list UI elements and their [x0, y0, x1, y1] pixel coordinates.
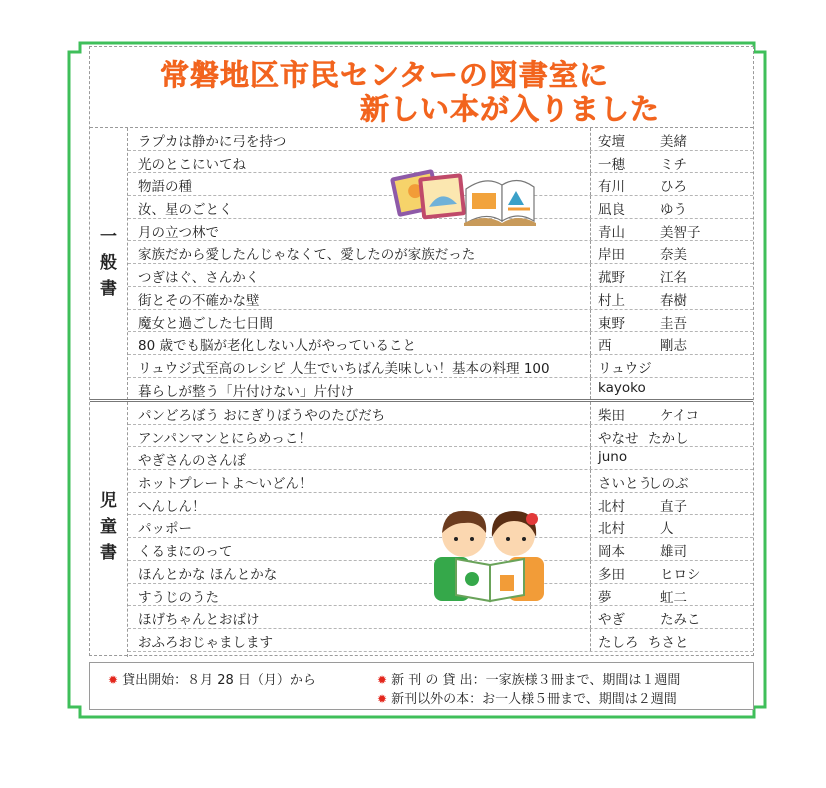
- book-author: [590, 198, 753, 220]
- author-family-name: 柴田: [598, 408, 625, 424]
- book-row: [128, 447, 753, 470]
- book-row: [128, 425, 753, 448]
- author-family-name: 多田: [598, 566, 625, 583]
- section-label-char: 般: [100, 253, 117, 273]
- author-given-name: 美智子: [660, 224, 701, 241]
- other-book-rule: [377, 688, 677, 707]
- book-row: [128, 241, 753, 264]
- author-given-name: ヒロシ: [660, 566, 701, 583]
- book-author: [590, 608, 753, 630]
- author-given-name: 江名: [660, 270, 687, 287]
- author-family-name: やなせ: [598, 430, 639, 447]
- book-title: くるまにのって: [138, 544, 233, 561]
- sun-icon: ✹: [377, 673, 388, 687]
- book-author: [590, 221, 753, 243]
- sun-icon: ✹: [108, 673, 119, 687]
- book-author: [590, 540, 753, 562]
- book-author: [590, 357, 753, 379]
- book-author: [590, 289, 753, 311]
- author-family-name: 菰野: [598, 270, 625, 287]
- book-row: [128, 287, 753, 310]
- author-given-name: 春樹: [660, 292, 687, 309]
- book-row: [128, 128, 753, 151]
- lending-start-text: 貸出開始：８月 28 日（月）から: [122, 673, 316, 688]
- book-list-panel: [89, 46, 754, 656]
- book-title: つぎはぐ、さんかく: [138, 270, 260, 287]
- author-given-name: ちさと: [648, 634, 689, 651]
- book-author: [590, 495, 753, 517]
- author-given-name: ゆう: [660, 202, 687, 219]
- author-given-name: ひろ: [660, 179, 687, 196]
- children-reading-illustration: [434, 507, 546, 607]
- author-family-name: 東野: [598, 315, 625, 332]
- book-title: ホットプレートよ～いどん！: [138, 476, 313, 493]
- book-title: ほげちゃんとおばけ: [138, 612, 260, 629]
- author-family-name: 一穂: [598, 156, 625, 173]
- book-author: [590, 130, 753, 152]
- book-title: へんしん！: [138, 498, 206, 515]
- book-title: ほんとかな ほんとかな: [138, 566, 278, 583]
- title-line-2: 新しい本が入りました: [360, 92, 661, 126]
- book-title: おふろおじゃまします: [138, 634, 273, 651]
- author-family-name: 岡本: [598, 544, 625, 561]
- book-author: [590, 243, 753, 265]
- author-given-name: 剛志: [660, 338, 687, 355]
- book-title: 月の立つ林で: [138, 224, 219, 241]
- book-title: すうじのうた: [138, 589, 219, 606]
- book-title: リュウジ式至高のレシピ 人生でいちばん美味しい！基本の料理 100: [138, 360, 550, 377]
- book-title: 魔女と過ごした七日間: [138, 315, 273, 332]
- author-given-name: 奈美: [660, 247, 687, 264]
- book-author: [590, 380, 753, 402]
- lending-start-note: [108, 669, 316, 688]
- author-family-name: たしろ: [598, 634, 639, 651]
- book-title: やぎさんのさんぽ: [138, 453, 246, 470]
- book-title: 暮らしが整う「片付けない」片付け: [138, 383, 354, 400]
- author-family-name: さいとう: [598, 476, 652, 493]
- book-row: [128, 402, 753, 425]
- book-title: 80 歳でも脳が老化しない人がやっていること: [138, 338, 416, 355]
- author-given-name: 虹二: [660, 589, 687, 606]
- title-line-1: 常磐地区市民センターの図書室に: [160, 58, 609, 92]
- author-given-name: たかし: [648, 430, 689, 447]
- author-family-name: リュウジ: [598, 360, 652, 377]
- book-author: [590, 427, 753, 449]
- book-author: [590, 586, 753, 608]
- author-given-name: 美緒: [660, 134, 687, 150]
- book-title: 家族だから愛したんじゃなくて、愛したのが家族だった: [138, 247, 476, 264]
- author-family-name: juno: [598, 449, 628, 466]
- section-label-char: 書: [100, 279, 117, 299]
- page-title: [90, 47, 753, 127]
- book-author: [590, 312, 753, 334]
- author-given-name: 圭吾: [660, 315, 687, 332]
- book-author: [590, 404, 753, 426]
- book-title: 街とその不確かな壁: [138, 292, 260, 309]
- section-label-char: 書: [100, 543, 117, 563]
- book-row: [128, 378, 753, 401]
- author-given-name: しのぶ: [648, 476, 689, 493]
- author-given-name: ケイコ: [660, 408, 700, 424]
- book-title: パッポー: [138, 521, 192, 538]
- author-family-name: 夢: [598, 589, 612, 606]
- book-author: [590, 153, 753, 175]
- author-family-name: 有川: [598, 179, 625, 196]
- author-given-name: たみこ: [660, 612, 701, 629]
- book-title: アンパンマンとにらめっこ！: [138, 430, 312, 447]
- book-row: [128, 606, 753, 629]
- book-author: [590, 175, 753, 197]
- book-title: ラプカは静かに弓を持つ: [138, 134, 287, 150]
- book-row: [128, 264, 753, 287]
- book-row: [128, 310, 753, 333]
- author-family-name: kayoko: [598, 379, 646, 396]
- sun-icon: ✹: [377, 692, 388, 706]
- new-book-rule: [377, 669, 680, 688]
- book-author: [590, 334, 753, 356]
- book-author: [590, 631, 753, 653]
- author-family-name: 青山: [598, 224, 625, 241]
- author-given-name: ミチ: [660, 156, 687, 173]
- author-family-name: 村上: [598, 292, 625, 309]
- book-title: 汝、星のごとく: [138, 202, 233, 219]
- children-books-section: [90, 399, 753, 657]
- author-given-name: 雄司: [660, 544, 687, 561]
- author-family-name: 凪良: [598, 202, 625, 219]
- book-author: [590, 563, 753, 585]
- book-title: パンどろぼう おにぎりぼうやのたびだち: [138, 408, 386, 424]
- book-row: [128, 629, 753, 652]
- book-title: 物語の種: [138, 179, 192, 196]
- book-author: [590, 449, 753, 471]
- lending-info-box: [89, 662, 754, 710]
- author-given-name: 直子: [660, 498, 687, 515]
- section-label-children: [90, 402, 128, 657]
- open-books-illustration: [386, 165, 538, 231]
- section-label-char: 一: [100, 227, 117, 247]
- book-row: [128, 470, 753, 493]
- author-family-name: 西: [598, 338, 612, 355]
- author-given-name: 人: [660, 521, 674, 538]
- author-family-name: 北村: [598, 521, 625, 538]
- author-family-name: 安壇: [598, 134, 625, 150]
- book-title: 光のとこにいてね: [138, 156, 246, 173]
- book-author: [590, 266, 753, 288]
- author-family-name: やぎ: [598, 612, 625, 629]
- section-label-general: [90, 128, 128, 400]
- section-label-char: 童: [100, 517, 117, 537]
- other-book-rule-text: 新刊以外の本：お一人様５冊まで、期間は２週間: [391, 692, 677, 707]
- book-row: [128, 332, 753, 355]
- book-row: [128, 355, 753, 378]
- book-author: [590, 472, 753, 494]
- new-book-rule-text: 新 刊 の 貸 出：一家族様３冊まで、期間は１週間: [391, 673, 681, 688]
- book-author: [590, 517, 753, 539]
- author-family-name: 北村: [598, 498, 625, 515]
- author-family-name: 岸田: [598, 247, 625, 264]
- section-label-char: 児: [100, 491, 117, 511]
